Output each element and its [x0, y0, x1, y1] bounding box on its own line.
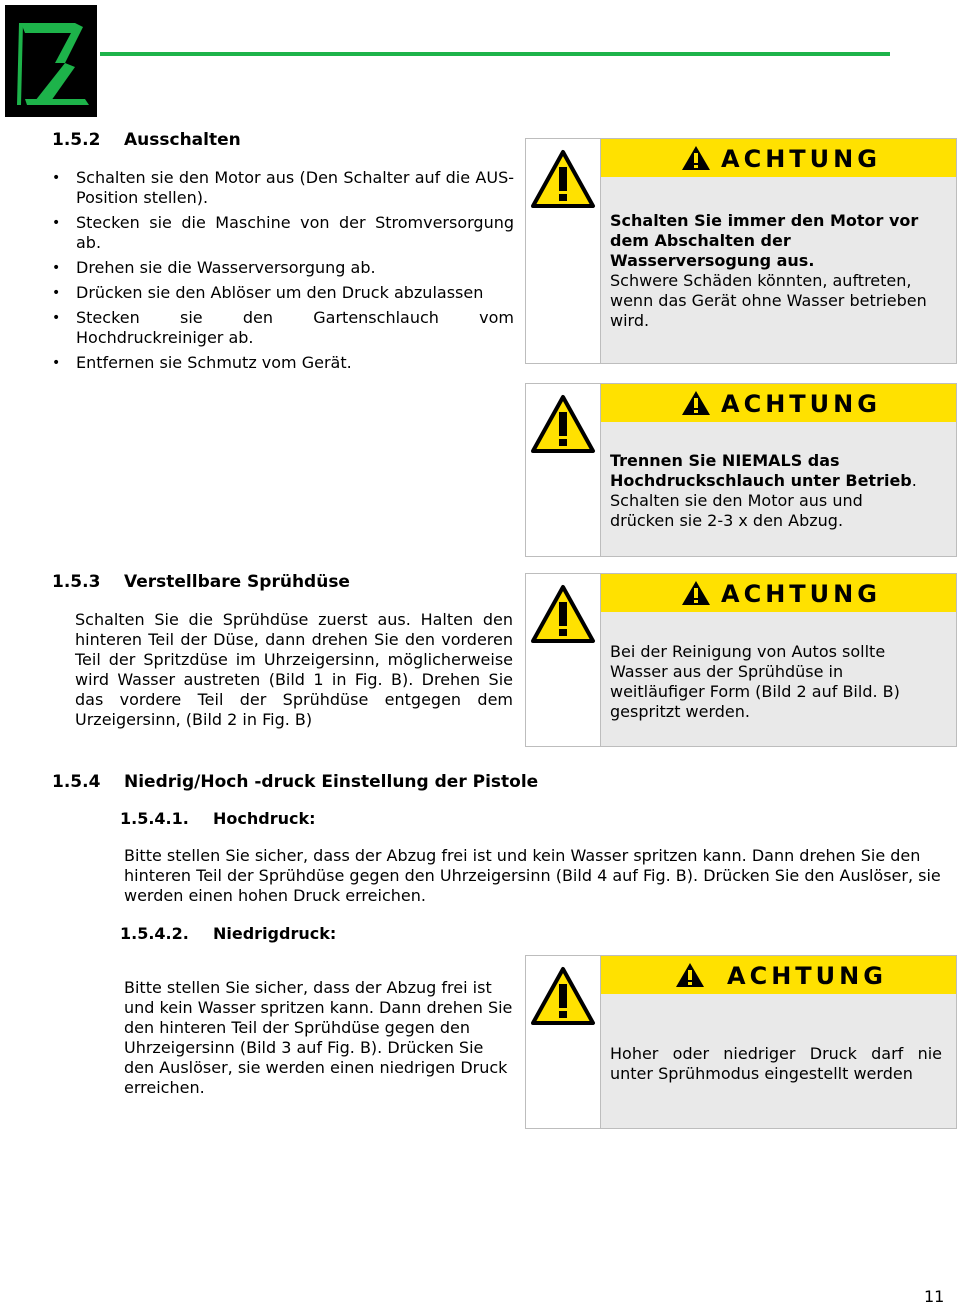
warning-text — [610, 211, 942, 331]
list-item: • Drehen sie die Wasserversorgung ab. — [52, 258, 514, 278]
section-number: 1.5.2 — [52, 130, 101, 150]
warning-content — [601, 384, 956, 556]
warning-box-3 — [525, 573, 957, 747]
warning-header — [601, 956, 956, 994]
subsection-number: 1.5.4.2. — [120, 924, 189, 943]
warning-header — [601, 574, 956, 612]
warning-body-text: Schwere Schäden könnten, auftreten, wenn das Gerät ohne Wasser betrieben wird. — [610, 271, 927, 330]
section-title: Ausschalten — [124, 130, 241, 150]
warning-title: ACHTUNG — [721, 580, 881, 608]
section-heading-152 — [52, 130, 241, 150]
subsection-heading-1541 — [120, 809, 316, 829]
company-logo — [5, 5, 97, 117]
warning-bold-text: Trennen Sie NIEMALS das Hochdruckschlauch unter Betrieb — [610, 451, 912, 490]
warning-text — [610, 451, 926, 531]
list-item: • Schalten sie den Motor aus (Den Schalter auf die AUS-Position stellen). — [52, 168, 514, 208]
section-number: 1.5.4 — [52, 772, 101, 792]
list-item: • Stecken sie den Gartenschlauch vom Hochdruckreiniger ab. — [52, 308, 514, 348]
warning-body-text: Schalten sie den Motor aus und drücken sie 2-3 x den Abzug. — [610, 491, 863, 530]
subsection-number: 1.5.4.1. — [120, 809, 189, 828]
low-pressure-instructions: Bitte stellen Sie sicher, dass der Abzug frei ist und kein Wasser spritzen kann. Dann drehen Sie den hinteren Teil der Sprühdüse gegen den Uhrzeigersinn (Bild 3 auf Fig. B). Drücken Sie den Auslöser, sie werden einen niedrigen Druck erreichen. — [124, 978, 513, 1097]
warning-content — [601, 139, 956, 363]
subsection-title: Hochdruck: — [213, 809, 316, 828]
warning-body-text: Hoher oder niedriger Druck darf nie unter Sprühmodus eingestellt werden — [610, 1044, 942, 1083]
warning-title: ACHTUNG — [727, 962, 887, 990]
section-heading-153 — [52, 572, 350, 592]
warning-title: ACHTUNG — [721, 390, 881, 418]
warning-icon-cell — [526, 139, 601, 363]
warning-triangle-icon — [681, 580, 711, 606]
list-item: • Entfernen sie Schmutz vom Gerät. — [52, 353, 514, 373]
list-item: • Stecken sie die Maschine von der Stromversorgung ab. — [52, 213, 514, 253]
section-title: Verstellbare Sprühdüse — [124, 572, 350, 592]
warning-triangle-icon — [530, 394, 596, 454]
warning-box-2 — [525, 383, 957, 557]
warning-triangle-icon — [530, 584, 596, 644]
shutdown-steps-list — [52, 168, 514, 378]
warning-triangle-icon — [681, 145, 711, 171]
subsection-heading-1542 — [120, 924, 336, 944]
warning-triangle-icon — [681, 390, 711, 416]
warning-icon-cell — [526, 384, 601, 556]
warning-triangle-icon — [530, 149, 596, 209]
warning-body-text: Bei der Reinigung von Autos sollte Wasser aus der Sprühdüse in weitläufiger Form (Bild 2 auf Bild. B) gespritzt werden. — [610, 642, 900, 721]
nozzle-instructions: Schalten Sie die Sprühdüse zuerst aus. Halten den hinteren Teil der Düse, dann drehen Sie den vorderen Teil der Spritzdüse im Uhrzeigersinn, möglicherweise wird Wasser austreten (Bild 1 in Fig. B). Drehen Sie das vordere Teil der Sprühdüse entgegen dem Urzeigersinn, (Bild 2 in Fig. B) — [75, 610, 513, 729]
header-rule — [100, 52, 890, 56]
warning-bold-suffix: . — [911, 471, 917, 490]
section-number: 1.5.3 — [52, 572, 101, 592]
high-pressure-instructions: Bitte stellen Sie sicher, dass der Abzug frei ist und kein Wasser spritzen kann. Dann drehen Sie den hinteren Teil der Sprühdüse gegen den Uhrzeigersinn (Bild 4 auf Fig. B). Drücken Sie den Auslöser, sie werden einen hohen Druck erreichen. — [124, 846, 941, 905]
warning-icon-cell — [526, 574, 601, 746]
warning-title: ACHTUNG — [721, 145, 881, 173]
warning-bold-text: Schalten Sie immer den Motor vor dem Abschalten der Wasserversogung aus. — [610, 211, 919, 270]
subsection-title: Niedrigdruck: — [213, 924, 337, 943]
warning-box-1 — [525, 138, 957, 364]
warning-header — [601, 384, 956, 422]
warning-icon-cell — [526, 956, 601, 1128]
section-heading-154 — [52, 772, 538, 792]
warning-triangle-icon — [530, 966, 596, 1026]
z-logo-icon — [5, 5, 97, 117]
list-item: • Drücken sie den Ablöser um den Druck abzulassen — [52, 283, 514, 303]
warning-box-4 — [525, 955, 957, 1129]
warning-triangle-icon — [675, 962, 705, 988]
section-title: Niedrig/Hoch -druck Einstellung der Pistole — [124, 772, 539, 792]
warning-content — [601, 956, 956, 1128]
page-number: 11 — [924, 1287, 945, 1306]
warning-content — [601, 574, 956, 746]
warning-header — [601, 139, 956, 177]
